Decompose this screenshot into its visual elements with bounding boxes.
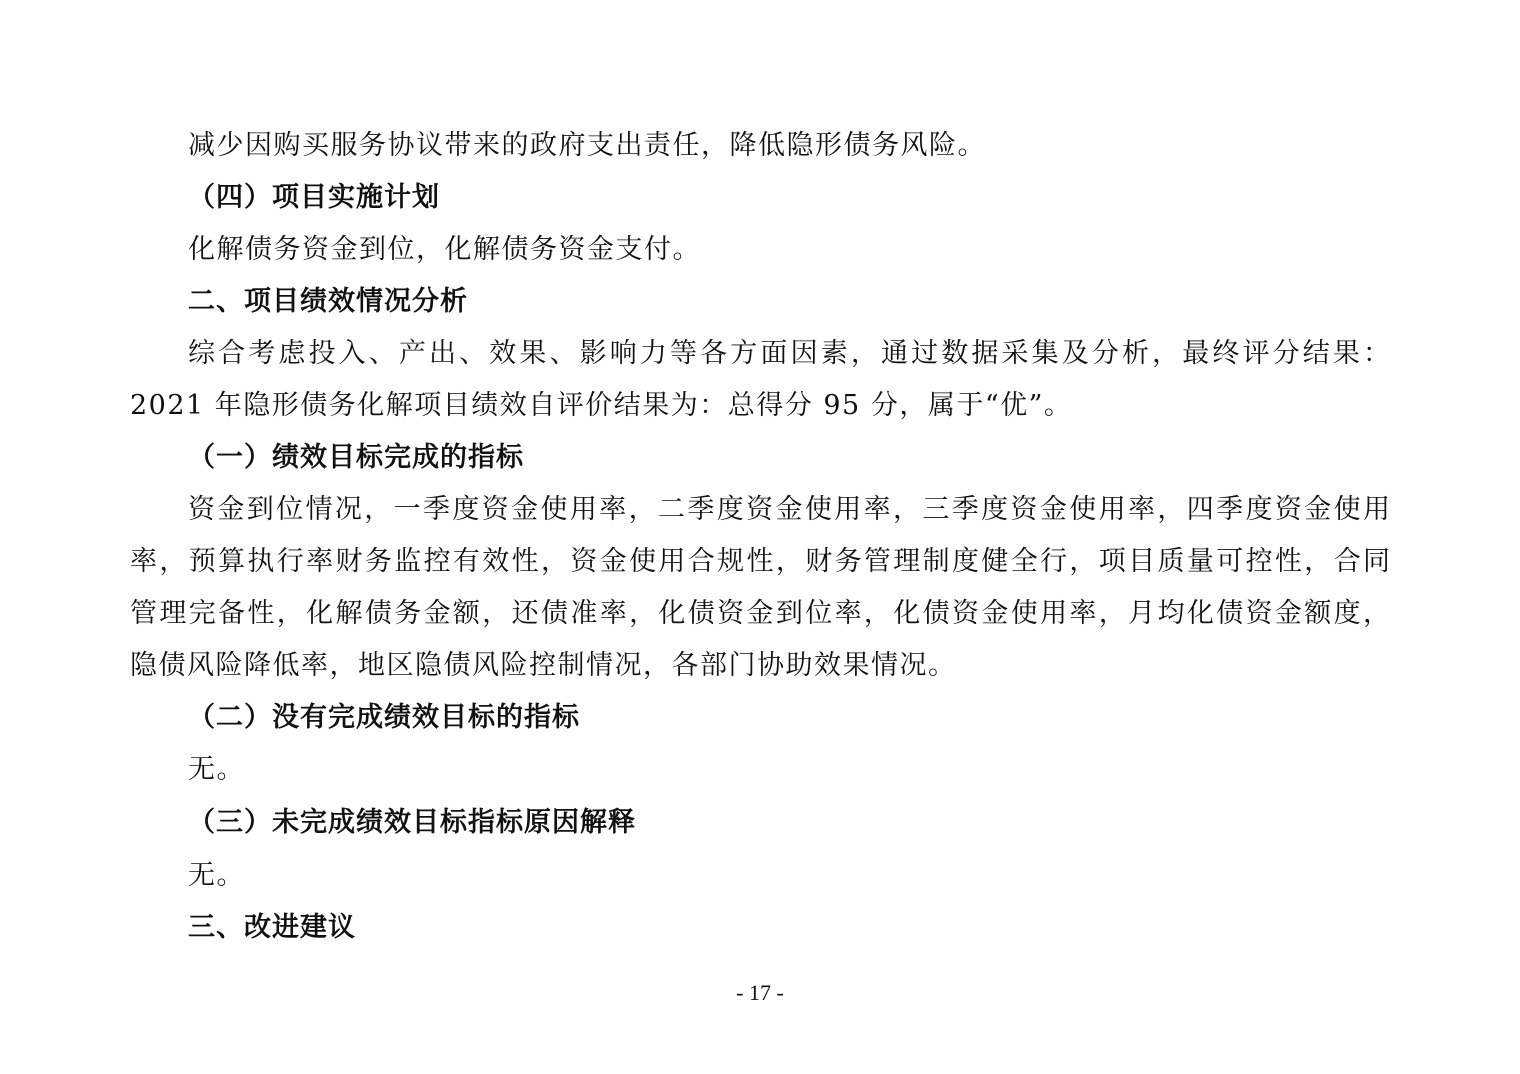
- paragraph-line: 2021 年隐形债务化解项目绩效自评价结果为：总得分 95 分，属于“优”。: [130, 390, 1073, 421]
- paragraph-line: 管理完备性，化解债务金额，还债准率，化债资金到位率，化债资金使用率，月均化债资金额度，: [130, 598, 1392, 629]
- paragraph-line: 减少因购买服务协议带来的政府支出责任，降低隐形债务风险。: [188, 130, 986, 161]
- section-heading: （一）绩效目标完成的指标: [188, 442, 524, 473]
- paragraph-line: 率，预算执行率财务监控有效性，资金使用合规性，财务管理制度健全行，项目质量可控性，合同: [130, 546, 1392, 577]
- paragraph-line: 无。: [188, 860, 245, 891]
- section-heading: （四）项目实施计划: [188, 182, 440, 213]
- page-number: - 17 -: [736, 980, 784, 1005]
- section-heading: （二）没有完成绩效目标的指标: [188, 702, 580, 733]
- paragraph-line: 化解债务资金到位，化解债务资金支付。: [188, 234, 701, 265]
- section-heading: 二、项目绩效情况分析: [188, 286, 468, 317]
- paragraph-line: 隐债风险降低率，地区隐债风险控制情况，各部门协助效果情况。: [130, 650, 957, 681]
- paragraph-line: 综合考虑投入、产出、效果、影响力等各方面因素，通过数据采集及分析，最终评分结果：: [188, 338, 1392, 369]
- paragraph-line: 资金到位情况，一季度资金使用率，二季度资金使用率，三季度资金使用率，四季度资金使用: [188, 494, 1392, 525]
- paragraph-line: 无。: [188, 754, 245, 785]
- section-heading: （三）未完成绩效目标指标原因解释: [188, 807, 636, 838]
- section-heading: 三、改进建议: [188, 912, 356, 943]
